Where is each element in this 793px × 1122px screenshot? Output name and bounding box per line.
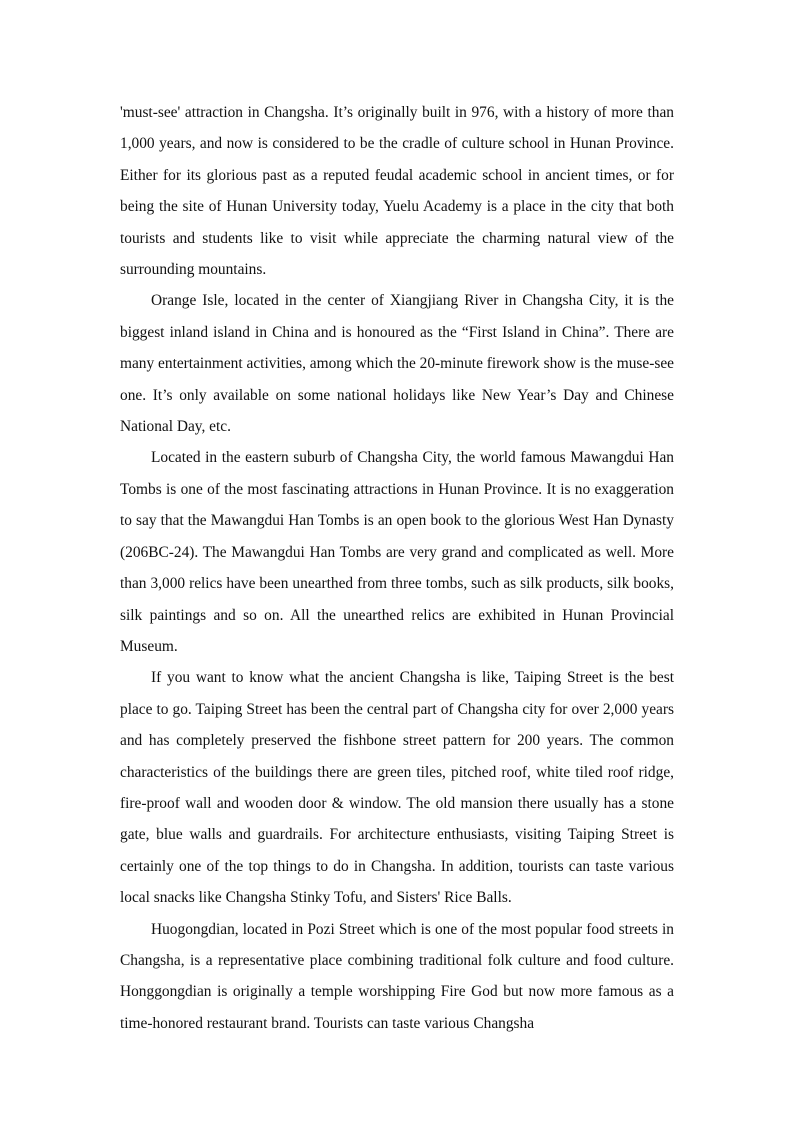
document-body	[120, 97, 674, 1039]
paragraph-orange-isle: Orange Isle, located in the center of Xiangjiang River in Changsha City, it is the biggest inland island in China and is honoured as the “First Island in China”. There are many entertainment activities, among which the 20-minute firework show is the muse-see one. It’s only available on some national holidays like New Year’s Day and Chinese National Day, etc.	[120, 292, 674, 436]
paragraph-taiping-street: If you want to know what the ancient Changsha is like, Taiping Street is the best place to go. Taiping Street has been the central part of Changsha city for over 2,000 years and has completely preserved the fishbone street pattern for 200 years. The common characteristics of the buildings there are green tiles, pitched roof, white tiled roof ridge, fire-proof wall and wooden door & window. The old mansion there usually has a stone gate, blue walls and guardrails. For architecture enthusiasts, visiting Taiping Street is certainly one of the top things to do in Changsha. In addition, tourists can taste various local snacks like Changsha Stinky Tofu, and Sisters' Rice Balls.	[120, 669, 674, 907]
paragraph-huogongdian: Huogongdian, located in Pozi Street which is one of the most popular food streets in Changsha, is a representative place combining traditional folk culture and food culture. Honggongdian is originally a temple worshipping Fire God but now more famous as a time-honored restaurant brand. Tourists can taste various Changsha	[120, 920, 674, 1032]
paragraph-yuelu-academy: 'must-see' attraction in Changsha. It’s originally built in 976, with a history of more than 1,000 years, and now is considered to be the cradle of culture school in Hunan Province. Either for its glorious past as a reputed feudal academic school in ancient times, or for being the site of Hunan University today, Yuelu Academy is a place in the city that both tourists and students like to visit while appreciate the charming natural view of the surrounding mountains.	[120, 104, 674, 279]
paragraph-mawangdui-han-tombs: Located in the eastern suburb of Changsha City, the world famous Mawangdui Han Tombs is one of the most fascinating attractions in Hunan Province. It is no exaggeration to say that the Mawangdui Han Tombs is an open book to the glorious West Han Dynasty (206BC-24). The Mawangdui Han Tombs are very grand and complicated as well. More than 3,000 relics have been unearthed from three tombs, such as silk products, silk books, silk paintings and so on. All the unearthed relics are exhibited in Hunan Provincial Museum.	[120, 449, 674, 655]
